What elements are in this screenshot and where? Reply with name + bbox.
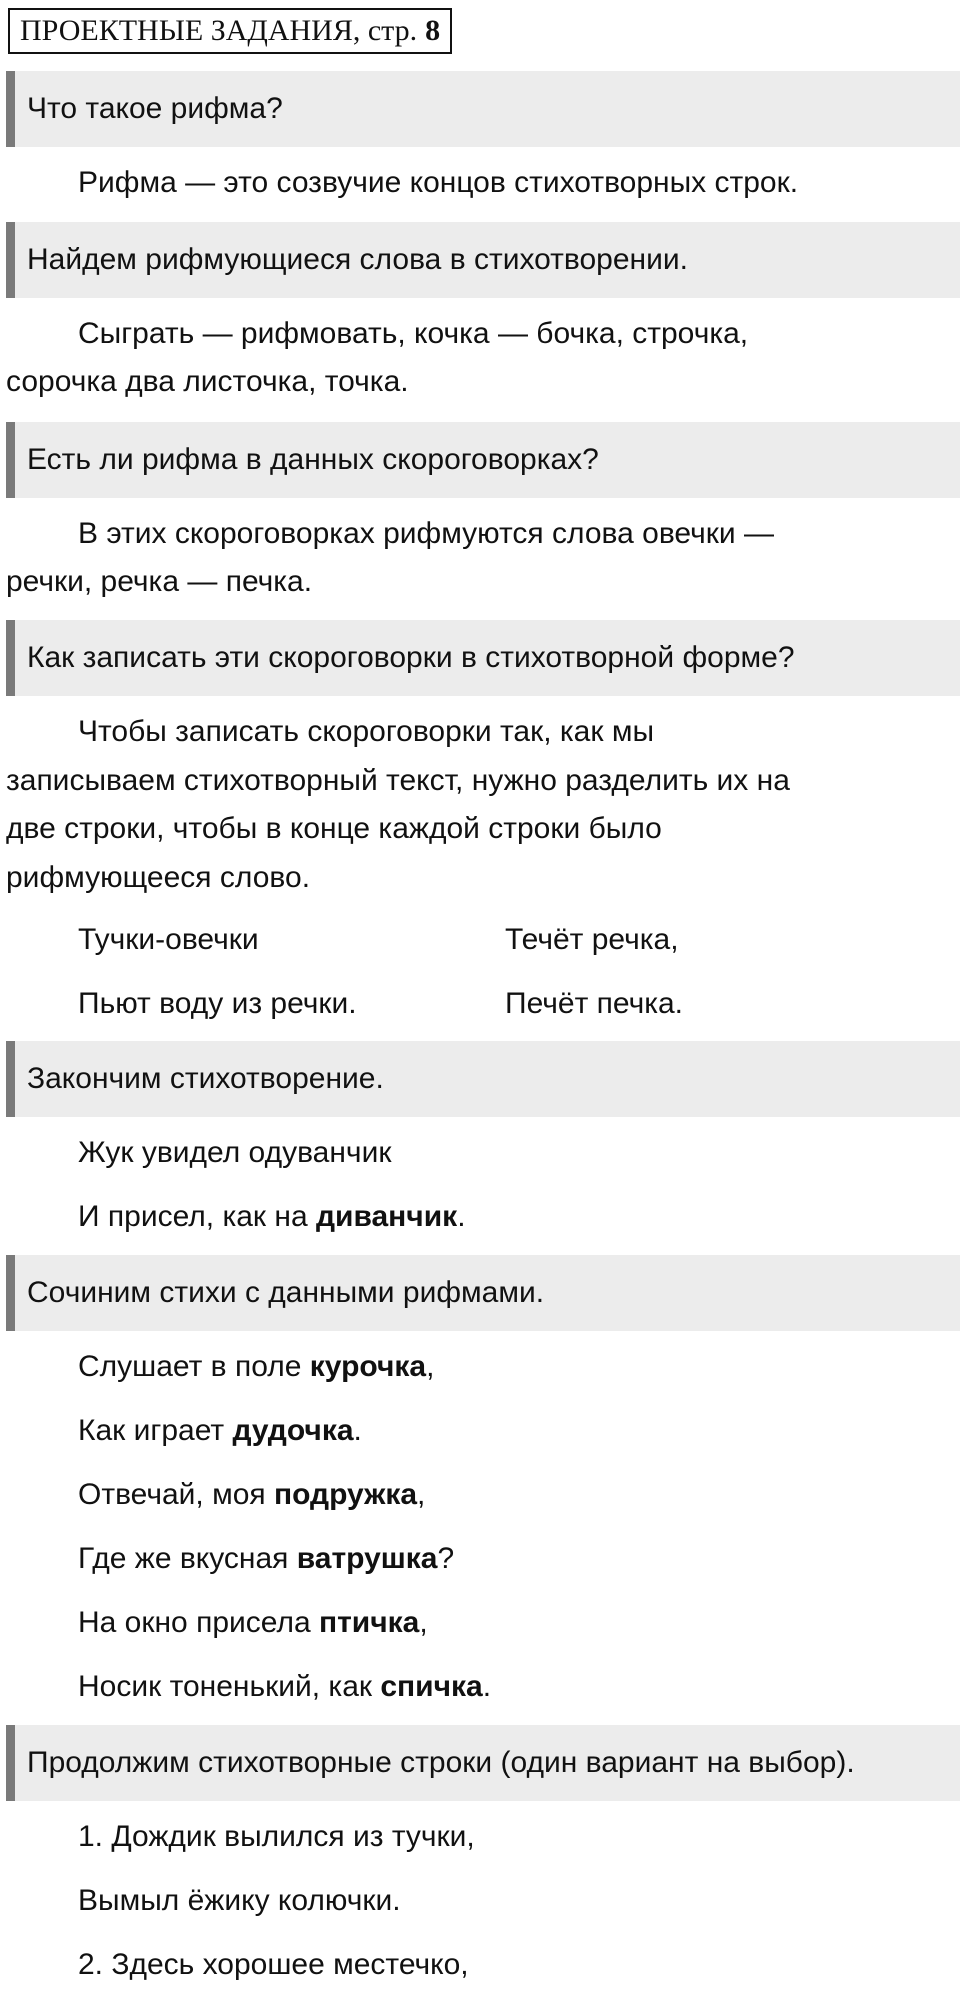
poem-line: Отвечай, моя подружка, <box>78 1478 426 1511</box>
question-3: Есть ли рифма в данных скороговорках? <box>6 422 960 498</box>
header-title: ПРОЕКТНЫЕ ЗАДАНИЯ, стр. <box>20 14 418 47</box>
question-7: Продолжим стихотворные строки (один вариант на выбор). <box>6 1725 960 1801</box>
question-1: Что такое рифма? <box>6 71 960 147</box>
rhyme-word: подружка <box>274 1478 418 1511</box>
poem-line: На окно присела птичка, <box>78 1606 428 1639</box>
question-2: Найдем рифмующиеся слова в стихотворении. <box>6 222 960 298</box>
question-5: Закончим стихотворение. <box>6 1041 960 1117</box>
question-4: Как записать эти скороговорки в стихотворной форме? <box>6 620 960 696</box>
poem-line: Носик тоненький, как спичка. <box>78 1670 492 1703</box>
header-page-number: 8 <box>425 14 441 47</box>
rhyme-word: ватрушка <box>296 1542 438 1575</box>
poem-line: Как играет дудочка. <box>78 1414 362 1447</box>
poem-left-line-2: Пьют воду из речки. <box>78 987 357 1020</box>
answer-2-line-1: Сыграть — рифмовать, кочка — бочка, строчка, <box>78 317 749 350</box>
poem-right-line-2: Печёт печка. <box>505 987 684 1020</box>
rhyme-word: спичка <box>380 1670 483 1703</box>
question-6: Сочиним стихи с данными рифмами. <box>6 1255 960 1331</box>
poem-line: Слушает в поле курочка, <box>78 1350 435 1383</box>
rhyme-word: курочка <box>309 1350 427 1383</box>
poem-line: 1. Дождик вылился из тучки, <box>78 1820 475 1853</box>
poem-right-line-1: Течёт речка, <box>505 923 679 956</box>
answer-3-line-1: В этих скороговорках рифмуются слова овечки — <box>78 517 774 550</box>
poem-left-line-1: Тучки-овечки <box>78 923 259 956</box>
answer-3-line-2: речки, речка — печка. <box>6 565 313 598</box>
poem-line: 2. Здесь хорошее местечко, <box>78 1948 469 1981</box>
answer-2-line-2: сорочка два листочка, точка. <box>6 365 409 398</box>
rhyme-word: диванчик <box>315 1200 458 1233</box>
answer-1-line-1: Рифма — это созвучие концов стихотворных строк. <box>78 166 799 199</box>
poem-line: И присел, как на диванчик. <box>78 1200 466 1233</box>
page-header <box>8 8 452 54</box>
poem-line: Вымыл ёжику колючки. <box>78 1884 401 1917</box>
answer-4-line-2: записываем стихотворный текст, нужно разделить их на <box>6 764 790 797</box>
answer-4-line-1: Чтобы записать скороговорки так, как мы <box>78 715 655 748</box>
rhyme-word: дудочка <box>232 1414 354 1447</box>
rhyme-word: птичка <box>318 1606 420 1639</box>
answer-4-line-4: рифмующееся слово. <box>6 861 311 894</box>
answer-4-line-3: две строки, чтобы в конце каждой строки было <box>6 812 662 845</box>
poem-line: Где же вкусная ватрушка? <box>78 1542 455 1575</box>
poem-line: Жук увидел одуванчик <box>78 1136 392 1169</box>
